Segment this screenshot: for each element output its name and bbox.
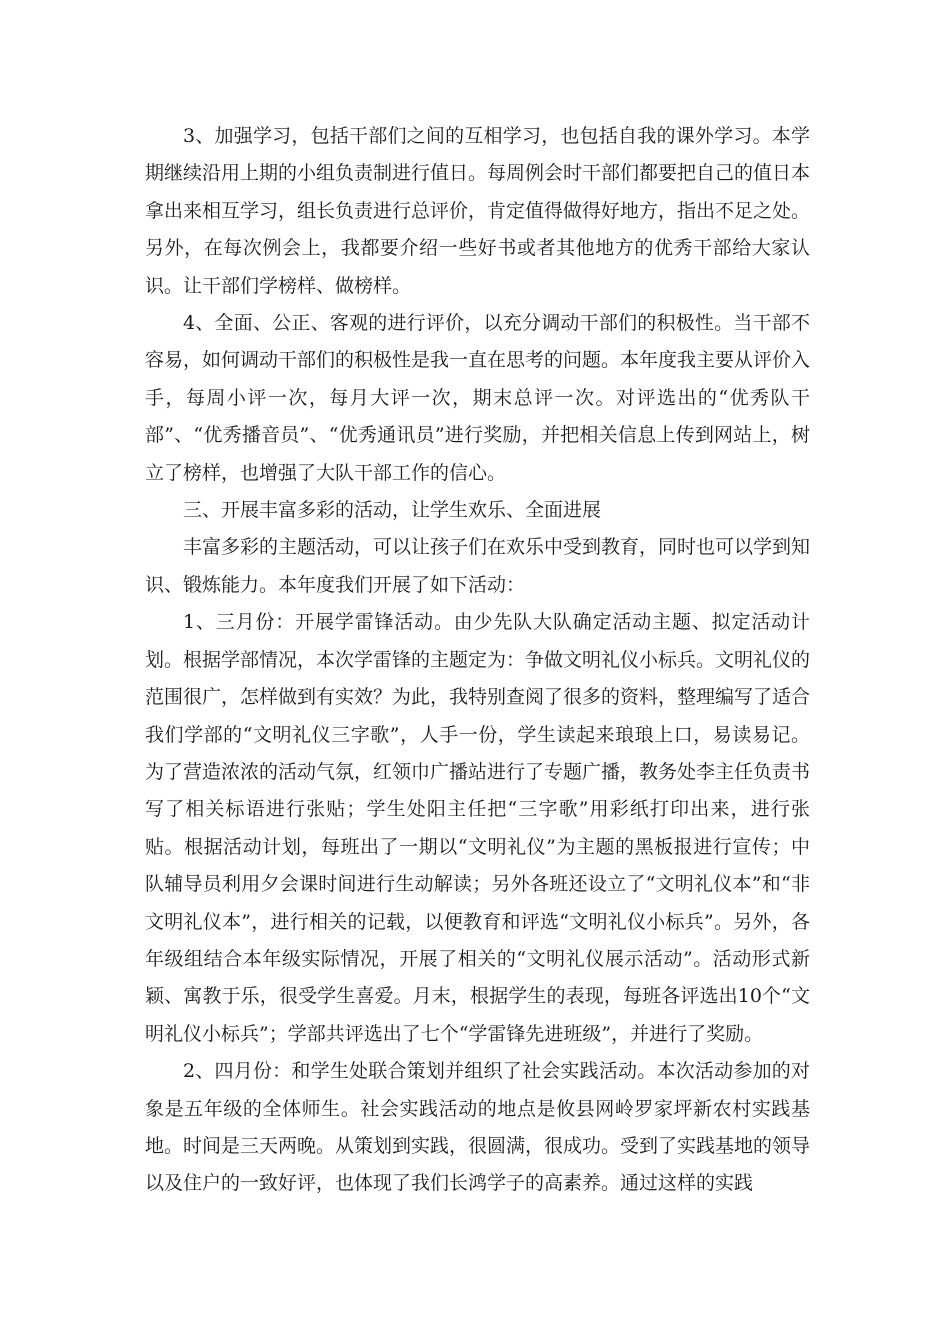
paragraph-evaluation: 4、全面、公正、客观的进行评价，以充分调动干部们的积极性。当干部不容易，如何调动干部们的积极性是我一直在思考的问题。本年度我主要从评价入手，每周小评一次，每月大评一次，期末总评一次。对评选出的“优秀队干部”、“优秀播音员”、“优秀通讯员”进行奖励，并把相关信息上传到网站上，树立了榜样，也增强了大队干部工作的信心。 [145, 312, 811, 484]
section-heading-activities: 三、开展丰富多彩的活动，让学生欢乐、全面进展 [183, 499, 602, 522]
document-body [145, 118, 810, 1203]
paragraph-march-activity: 1、三月份：开展学雷锋活动。由少先队大队确定活动主题、拟定活动计划。根据学部情况，本次学雷锋的主题定为：争做文明礼仪小标兵。文明礼仪的范围很广，怎样做到有实效？为此，我特别查阅了很多的资料，整理编写了适合我们学部的“文明礼仪三字歌”，人手一份，学生读起来琅琅上口，易读易记。为了营造浓浓的活动气氛，红领巾广播站进行了专题广播，教务处李主任负责书写了相关标语进行张贴；学生处阳主任把“三字歌”用彩纸打印出来，进行张贴。根据活动计划，每班出了一期以“文明礼仪”为主题的黑板报进行宣传；中队辅导员利用夕会课时间进行生动解读；另外各班还设立了“文明礼仪本”和“非文明礼仪本”，进行相关的记载，以便教育和评选“文明礼仪小标兵”。另外，各年级组结合本年级实际情况，开展了相关的“文明礼仪展示活动”。活动形式新颖、寓教于乐，很受学生喜爱。月末，根据学生的表现，每班各评选出10个“文明礼仪小标兵”；学部共评选出了七个“学雷锋先进班级”，并进行了奖励。 [145, 611, 811, 1045]
paragraph-april-activity: 2、四月份：和学生处联合策划并组织了社会实践活动。本次活动参加的对象是五年级的全体师生。社会实践活动的地点是攸县网岭罗家坪新农村实践基地。时间是三天两晚。从策划到实践，很圆满，很成功。受到了实践基地的领导以及住户的一致好评，也体现了我们长鸿学子的高素养。通过这样的实践 [145, 1060, 811, 1195]
paragraph-study: 3、加强学习，包括干部们之间的互相学习，也包括自我的课外学习。本学期继续沿用上期的小组负责制进行值日。每周例会时干部们都要把自己的值日本拿出来相互学习，组长负责进行总评价，肯定值得做得好地方，指出不足之处。另外，在每次例会上，我都要介绍一些好书或者其他地方的优秀干部给大家认识。让干部们学榜样、做榜样。 [145, 125, 811, 297]
paragraph-activities-intro: 丰富多彩的主题活动，可以让孩子们在欢乐中受到教育，同时也可以学到知识、锻炼能力。本年度我们开展了如下活动： [145, 536, 811, 596]
